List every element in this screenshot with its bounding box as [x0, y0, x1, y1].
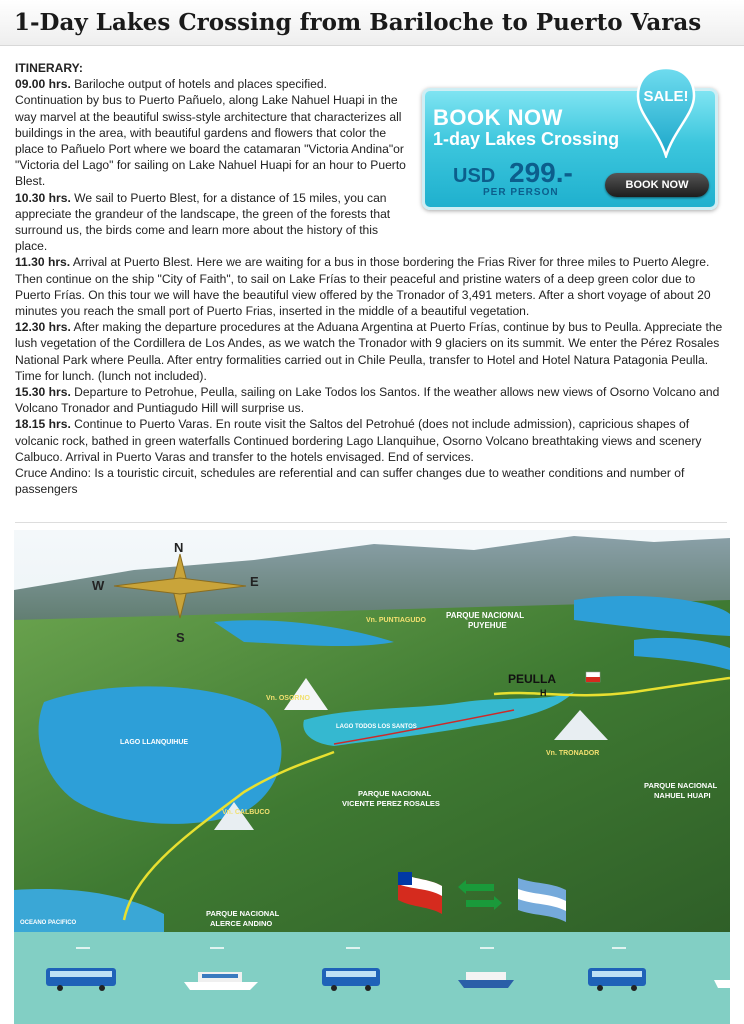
itinerary-note: Cruce Andino: Is a touristic circuit, schedules are referential and can suffer changes due to weather conditions and number of passengers [15, 466, 685, 497]
divider [15, 522, 727, 523]
catamaran-icon [714, 980, 730, 988]
itinerary-heading: ITINERARY: [15, 61, 83, 75]
sale-badge-label: SALE! [643, 88, 689, 105]
bus-icon [322, 968, 380, 991]
label-oceano: OCEANO PACIFICO [20, 920, 77, 926]
compass-north: N [174, 540, 184, 555]
itinerary-entry: 18.15 hrs. Continue to Puerto Varas. En route visit the Saltos del Petrohué (does not include admission), capricious shapes of volcanic rock, bathed in green waterfalls Continued bordering Lago Llanquihue, Osorno Volcano breathtaking views and scenery Calbuco. Arrival in Puerto Varas and transfer to the hotels envisaged. End of services. [15, 417, 702, 464]
compass-west: W [92, 578, 105, 593]
sale-badge-icon [636, 66, 696, 158]
label-puntiagudo: Vn. PUNTIAGUDO [366, 617, 426, 624]
label-llanquihue: LAGO LLANQUIHUE [120, 739, 189, 746]
price-per-person: PER PERSON [483, 187, 559, 198]
label-parque-nahuel: PARQUE NACIONAL [644, 781, 718, 790]
book-now-subtitle: 1-day Lakes Crossing [433, 129, 620, 149]
compass-south: S [176, 630, 185, 645]
label-tronador: Vn. TRONADOR [546, 750, 600, 757]
transport-strip [14, 932, 730, 1024]
book-now-button[interactable]: BOOK NOW [605, 173, 709, 197]
title-bar [0, 0, 744, 46]
book-now-headline: BOOK NOW [433, 105, 563, 130]
page-title: 1-Day Lakes Crossing from Bariloche to Puerto Varas [14, 9, 702, 36]
label-parque-vpr: PARQUE NACIONAL [358, 789, 432, 798]
ship-icon [458, 972, 514, 988]
route-map-illustration [14, 530, 730, 932]
compass-east: E [250, 574, 259, 589]
bus-icon [46, 968, 116, 991]
itinerary-entry: 12.30 hrs. After making the departure procedures at the Aduana Argentina at Puerto Frías, continue by bus to Peulla. Appreciate the lush vegetation of the Cordillera de Los Andes, as we watch the Tronador with 9 glaciers on its summit. We enter the Pérez Rosales National Park where Peulla. After entry formalities carried out in Chile Peulla, transfer to Hotel and Hotel Natura Patagonia Peulla. Time for lunch. (lunch not included). [15, 320, 723, 383]
label-todos-los-santos: LAGO TODOS LOS SANTOS [336, 724, 417, 730]
price-value: 299.- [509, 157, 573, 188]
price-currency: USD [453, 165, 496, 187]
label-calbuco: Vn. CALBUCO [222, 809, 270, 816]
label-parque-alerce: PARQUE NACIONAL [206, 909, 280, 918]
itinerary-entry: 11.30 hrs. Arrival at Puerto Blest. Here we are waiting for a bus in those bordering the Frias River for three miles to Puerto Alegre. Then continue on the ship "City of Faith", to sail on Lake Frías to their peaceful and pristine waters of a deep green color due to Puerto Frías. On this tour we will have the beautiful view offered by the Tronador of 3,491 meters. After a short voyage of about 20 minutes you reach the small port of Puerto Frias, inserted in the middle of a beautiful vegetation. [15, 255, 711, 319]
itinerary-entry: 09.00 hrs. Bariloche output of hotels and places specified. [15, 77, 327, 92]
label-alerce-andino: ALERCE ANDINO [210, 919, 273, 928]
label-nahuel-huapi: NAHUEL HUAPI [654, 791, 711, 800]
itinerary-entry: 15.30 hrs. Departure to Petrohue, Peulla, sailing on Lake Todos los Santos. If the weather allows new views of Osorno Volcano and Volcano Tronador and Puntiagudo Hill will surprise us. [15, 385, 720, 416]
transport-strip-icons [14, 932, 730, 1024]
catamaran-icon [184, 972, 258, 990]
label-parque-puyehue: PARQUE NACIONAL [446, 611, 525, 620]
label-peulla: PEULLA [508, 672, 556, 686]
bus-icon [588, 968, 646, 991]
label-puyehue: PUYEHUE [468, 621, 507, 630]
label-h-marker: H [540, 688, 547, 698]
label-vicente-perez-rosales: VICENTE PEREZ ROSALES [342, 799, 440, 808]
label-osorno: Vn. OSORNO [266, 695, 310, 702]
itinerary-entry: Continuation by bus to Puerto Pañuelo, along Lake Nahuel Huapi in the way marvel at the beautiful swiss-style architecture that characterizes all buildings in the area, with beautiful gardens and flowers that color the place to Pañuelo Port where we board the catamaran "Victoria Andina"or "Victoria del Lago" for sailing on Lake Nahuel Huapi for an hour to Puerto Blest. [15, 93, 406, 189]
itinerary-entry: 10.30 hrs. We sail to Puerto Blest, for a distance of 15 miles, you can appreciate the grandeur of the landscape, the green of the forests that surround us, the birds come and learn more about the history of this place. [15, 190, 391, 254]
route-map [14, 530, 730, 932]
